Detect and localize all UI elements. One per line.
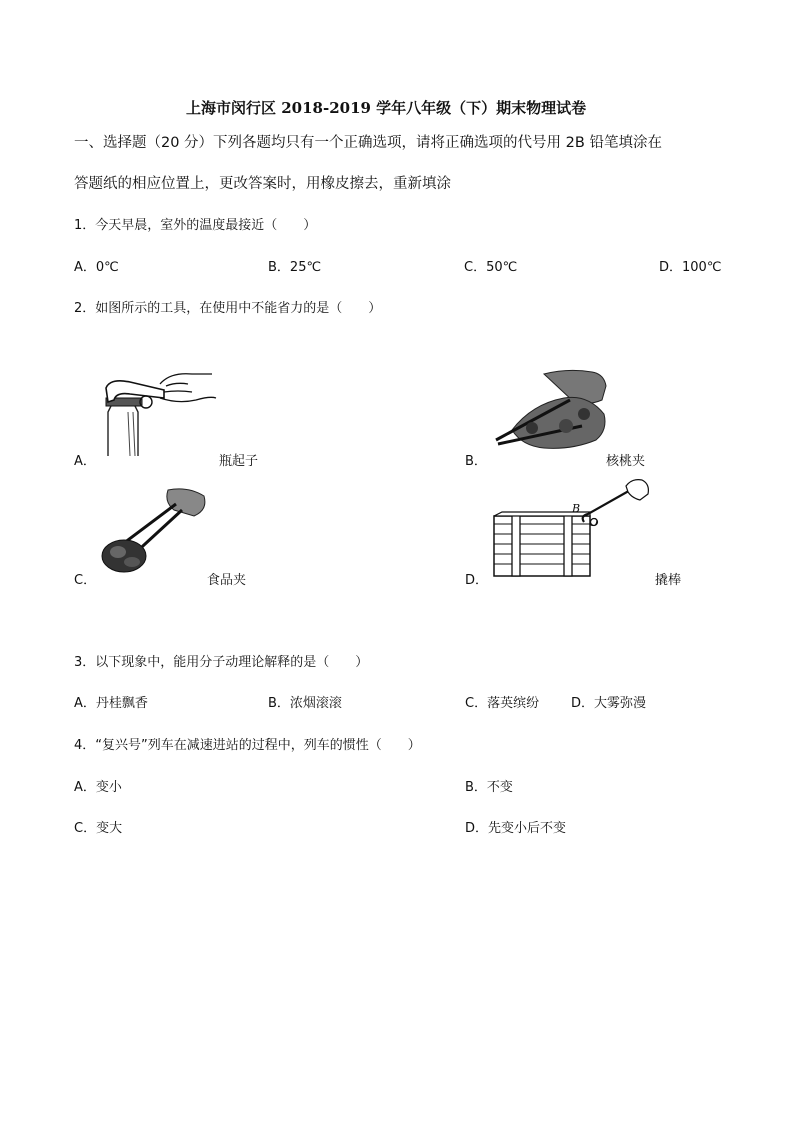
- q1-option-b: B．25℃: [268, 260, 322, 275]
- q4-option-a: A．变小: [74, 780, 122, 795]
- q4-option-d: D．先变小后不变: [465, 821, 567, 836]
- question-1-stem: 1．今天早晨，室外的温度最接近（ ）: [74, 218, 317, 233]
- page-title: 上海市闵行区 2018-2019 学年八年级（下）期末物理试卷: [186, 99, 587, 117]
- q2-caption-bottle-opener: 瓶起子: [219, 454, 259, 469]
- q2-option-c-label: C．: [74, 573, 97, 588]
- q2-caption-food-tongs: 食品夹: [207, 573, 247, 588]
- q2-caption-nutcracker: 核桃夹: [606, 454, 646, 469]
- section-intro-line-1: 一、选择题（20 分）下列各题均只有一个正确选项，请将正确选项的代号用 2B 铅笔填涂在: [74, 135, 662, 151]
- question-4-stem: 4．“复兴号”列车在减速进站的过程中，列车的惯性（ ）: [74, 738, 421, 753]
- q1-option-c: C．50℃: [464, 260, 518, 275]
- q3-option-c: C．落英缤纷: [465, 696, 540, 711]
- q1-option-d: D．100℃: [659, 260, 722, 275]
- question-3-stem: 3．以下现象中，能用分子动理论解释的是（ ）: [74, 655, 369, 670]
- q3-option-a: A．丹桂飘香: [74, 696, 148, 711]
- q1-option-a: A．0℃: [74, 260, 119, 275]
- fulcrum-label-b: B: [572, 502, 581, 515]
- q3-option-d: D．大雾弥漫: [571, 696, 647, 711]
- q2-option-b-label: B．: [465, 454, 487, 469]
- q4-option-b: B．不变: [465, 780, 513, 795]
- q2-option-d-label: D．: [465, 573, 489, 588]
- q2-option-a-label: A．: [74, 454, 96, 469]
- q4-option-c: C．变大: [74, 821, 123, 836]
- question-2-stem: 2．如图所示的工具，在使用中不能省力的是（ ）: [74, 301, 382, 316]
- section-intro-line-2: 答题纸的相应位置上，更改答案时，用橡皮擦去，重新填涂: [74, 176, 451, 192]
- bottle-opener-figure: [100, 368, 220, 458]
- q3-option-b: B．浓烟滚滚: [268, 696, 342, 711]
- crowbar-figure: [492, 478, 652, 578]
- fulcrum-label-o: O: [589, 516, 599, 529]
- nutcracker-figure: [492, 370, 610, 454]
- food-tongs-figure: [98, 486, 210, 578]
- q2-caption-crowbar: 撬棒: [655, 573, 682, 588]
